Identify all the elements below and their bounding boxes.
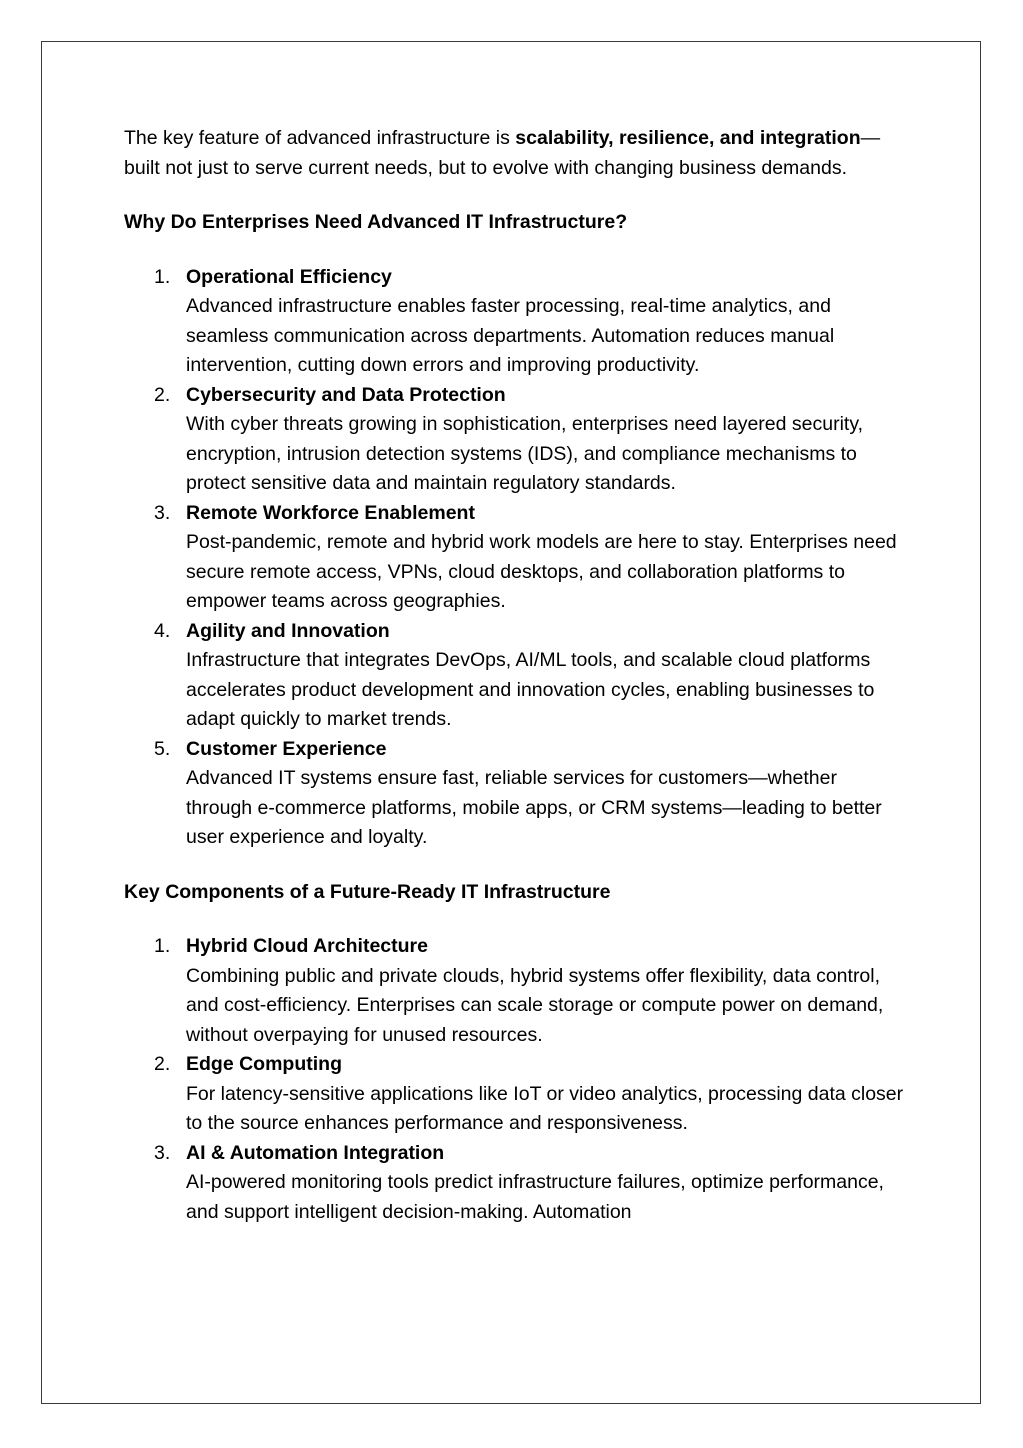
list-item-body: Advanced infrastructure enables faster processing, real-time analytics, and seamless communication across departments. Automation reduces manual intervention, cutting down errors and improving productivity. [186, 295, 835, 376]
list-item-body: For latency-sensitive applications like IoT or video analytics, processing data closer to the source enhances performance and responsiveness. [186, 1082, 904, 1134]
intro-bold-text: scalability, resilience, and integration [515, 127, 861, 149]
document-body [124, 124, 904, 1252]
list-item [124, 1050, 904, 1139]
list-item-number: 2. [154, 1053, 171, 1075]
list-item-number: 2. [154, 383, 171, 406]
list-item-body: With cyber threats growing in sophistication, enterprises need layered security, encryption, intrusion detection systems (IDS), and compliance mechanisms to protect sensitive data and maintain regulatory standards. [186, 413, 864, 494]
list-item-body: Post-pandemic, remote and hybrid work models are here to stay. Enterprises need secure remote access, VPNs, cloud desktops, and collaboration platforms to empower teams across geographies. [186, 531, 897, 612]
list-item-body: AI-powered monitoring tools predict infrastructure failures, optimize performance, and support intelligent decision-making. Automation [186, 1171, 884, 1223]
list-item-number: 1. [154, 265, 171, 288]
list-item [124, 735, 904, 853]
list-item-title: Edge Computing [186, 1053, 342, 1075]
list-item-title: Customer Experience [186, 737, 387, 760]
intro-paragraph [124, 124, 904, 183]
list-item-title: Cybersecurity and Data Protection [186, 383, 506, 406]
list-item [124, 499, 904, 617]
list-item-title: Operational Efficiency [186, 265, 392, 288]
list-item-body: Combining public and private clouds, hybrid systems offer flexibility, data control, and cost-efficiency. Enterprises can scale storage or compute power on demand, without overpaying for unused resources. [186, 964, 884, 1046]
numbered-list-components [124, 932, 904, 1227]
list-item [124, 617, 904, 735]
list-item-number: 3. [154, 501, 171, 524]
list-item [124, 1139, 904, 1228]
section-heading-why: Why Do Enterprises Need Advanced IT Infrastructure? [124, 211, 628, 233]
intro-text-start: The key feature of advanced infrastructure is [124, 127, 516, 149]
numbered-list-why [124, 263, 904, 853]
list-item [124, 263, 904, 381]
list-item-body: Advanced IT systems ensure fast, reliable services for customers—whether through e-commerce platforms, mobile apps, or CRM systems—leading to better user experience and loyalty. [186, 767, 882, 848]
list-item-title: Hybrid Cloud Architecture [186, 935, 428, 957]
list-item-number: 3. [154, 1141, 171, 1164]
list-item-number: 4. [154, 619, 171, 642]
intro-text-end: —built not just to serve current needs, but to evolve with changing business demands. [124, 127, 881, 179]
list-item-number: 5. [154, 737, 171, 760]
list-item-title: Remote Workforce Enablement [186, 501, 475, 524]
list-item-title: Agility and Innovation [186, 619, 390, 642]
list-item-number: 1. [154, 935, 171, 957]
list-item [124, 381, 904, 499]
section-heading-components: Key Components of a Future-Ready IT Infrastructure [124, 880, 611, 903]
list-item-title: AI & Automation Integration [186, 1141, 445, 1164]
list-item [124, 932, 904, 1050]
list-item-body: Infrastructure that integrates DevOps, AI/ML tools, and scalable cloud platforms accelerates product development and innovation cycles, enabling businesses to adapt quickly to market trends. [186, 649, 875, 730]
